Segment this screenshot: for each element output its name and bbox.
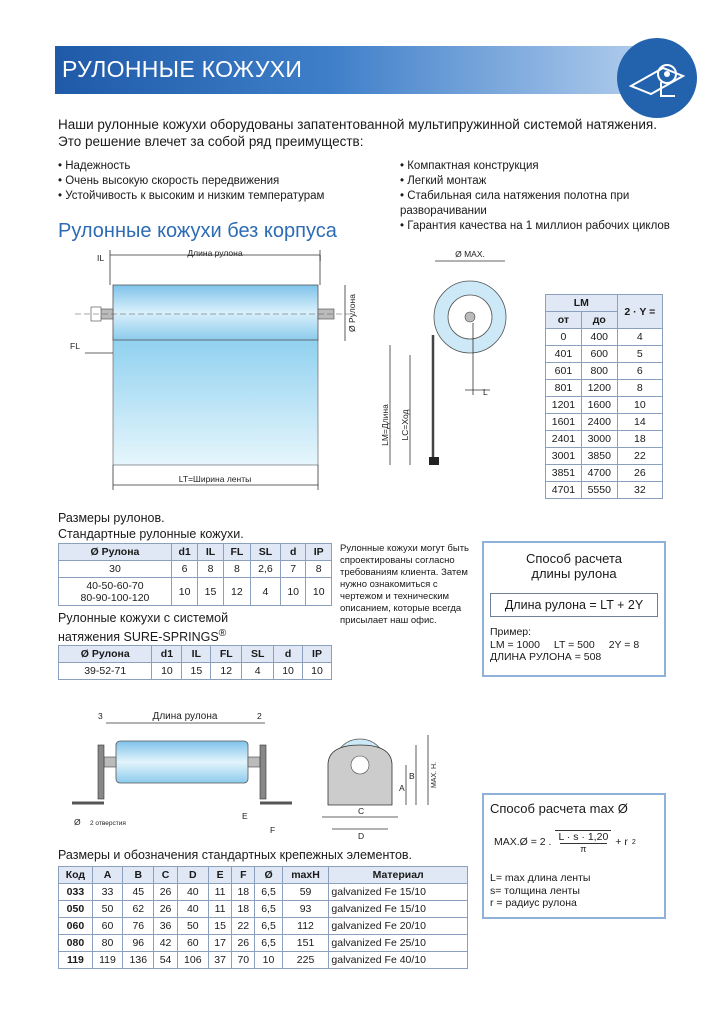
svg-text:F: F	[270, 825, 276, 835]
label-max: Ø MAX.	[455, 249, 485, 259]
svg-text:D: D	[358, 831, 365, 841]
label-i: I	[319, 253, 322, 263]
svg-text:Ø: Ø	[74, 817, 81, 827]
table-row: 801 1200 8	[546, 380, 663, 397]
y-header: 2 · Y =	[617, 295, 662, 329]
bullets-right	[400, 159, 700, 234]
table-row: 401 600 5	[546, 346, 663, 363]
label-l: L	[483, 387, 488, 397]
fittings-table: Код A B C D E F Ø maxH Материал 033 33 45 26 40 11 18 6,5 59 galvanized Fe 15/10 050 50 62 26 40 11 18 6,5 93 galvanized Fe 15/10 060 60 76 36 50 15 22 6,5 112 galvanized Fe 20/10 080 80 96 42 60 17 26 6,5 151 galvanized Fe 25/10 119 119 136 54 106 37 70 10 225 galvanized Fe 40/10	[58, 866, 468, 969]
bullet-item: • Стабильная сила натяжения полотна при разворачивании	[400, 189, 700, 219]
section-title: Рулонные кожухи без корпуса	[58, 220, 337, 242]
length-calc-box: Способ расчета длины рулона Длина рулона = LT + 2Y Пример: LM = 1000 LT = 500 2Y = 8 ДЛИНА РУЛОНА = 508	[482, 541, 666, 677]
table-row: 30 6 8 8 2,6 7 8	[59, 561, 332, 578]
bullet-item: • Надежность	[58, 159, 378, 174]
bullets-left	[58, 159, 378, 204]
table-row: 2401 3000 18	[546, 431, 663, 448]
table-row: 060 60 76 36 50 15 22 6,5 112 galvanized Fe 20/10	[59, 918, 468, 935]
label-lm: LM=Длина	[380, 404, 390, 446]
custom-note: Рулонные кожухи могут быть спроектированы согласно требованиям клиента. Затем нужно ознакомиться с чертежом и техническим описанием, которые всегда присылает наш офис.	[340, 543, 469, 626]
bullet-item: • Компактная конструкция	[400, 159, 700, 174]
from-header: от	[546, 312, 582, 329]
bullet-item: • Устойчивость к высоким и низким температурам	[58, 189, 378, 204]
sizes-title: Размеры рулонов. Стандартные рулонные кожухи.	[58, 511, 244, 541]
bullet-item: • Легкий монтаж	[400, 174, 700, 189]
table-row: 3001 3850 22	[546, 448, 663, 465]
label-diameter: Ø Рулона	[347, 294, 357, 332]
table-row: 1601 2400 14	[546, 414, 663, 431]
svg-text:Длина рулона: Длина рулона	[152, 711, 218, 722]
bullet-item: • Очень высокую скорость передвижения	[58, 174, 378, 189]
lm-table	[545, 294, 663, 499]
label-width: LT=Ширина ленты	[178, 474, 252, 484]
sure-title: Рулонные кожухи с системой натяжения SURE-SPRINGS®	[58, 611, 229, 645]
lm-header: LM	[546, 295, 618, 312]
label-il: IL	[97, 253, 105, 263]
length-formula: Длина рулона = LT + 2Y	[490, 593, 658, 617]
svg-text:A: A	[399, 783, 405, 793]
svg-text:E: E	[242, 811, 248, 821]
table-row: 1201 1600 10	[546, 397, 663, 414]
svg-text:2: 2	[257, 711, 262, 721]
label-lc: LC=Ход	[400, 409, 410, 441]
svg-text:C: C	[358, 806, 365, 816]
table-row: 050 50 62 26 40 11 18 6,5 93 galvanized Fe 15/10	[59, 901, 468, 918]
sure-table: Ø Рулона d1 IL FL SL d IP 39-52-71 10 15 12 4 10 10	[58, 645, 332, 680]
label-fl: FL	[70, 341, 80, 351]
table-row: 080 80 96 42 60 17 26 6,5 151 galvanized Fe 25/10	[59, 935, 468, 952]
max-calc-box: Способ расчета max Ø MAX.Ø = 2 . L · s · 1,20 π + r 2 L= max длина ленты s= толщина ленты r = радиус рулона	[482, 793, 666, 919]
table-row: 4701 5550 32	[546, 482, 663, 499]
table-row: 119 119 136 54 106 37 70 10 225 galvanized Fe 40/10	[59, 952, 468, 969]
table-row: 3851 4700 26	[546, 465, 663, 482]
roller-logo-icon	[617, 38, 697, 118]
svg-text:2 отверстия: 2 отверстия	[90, 820, 126, 827]
intro-text: Наши рулонные кожухи оборудованы запатентованной мультипружинной системой натяжения. Это решение влечет за собой ряд преимуществ:	[58, 117, 657, 149]
fittings-title: Размеры и обозначения стандартных крепежных элементов.	[58, 848, 413, 862]
to-header: до	[581, 312, 617, 329]
table-row: 40-50-60-70 80-90-100-120 10 15 12 4 10 10	[59, 578, 332, 606]
fitting-diagram	[60, 705, 440, 845]
max-formula: MAX.Ø = 2 . L · s · 1,20 π + r 2	[494, 831, 636, 854]
sizes-table: Ø Рулона d1 IL FL SL d IP 30 6 8 8 2,6 7 8 40-50-60-70 80-90-100-120 10 15 12 4 10 10	[58, 543, 332, 606]
roller-diagram	[55, 245, 525, 495]
page-title: РУЛОННЫЕ КОЖУХИ	[62, 56, 303, 82]
svg-text:MAX. H.: MAX. H.	[431, 761, 438, 789]
bullet-item: • Гарантия качества на 1 миллион рабочих циклов	[400, 219, 700, 234]
label-length: Длина рулона	[187, 248, 243, 258]
table-row: 39-52-71 10 15 12 4 10 10	[59, 663, 332, 680]
svg-text:B: B	[409, 771, 415, 781]
svg-text:3: 3	[98, 711, 103, 721]
table-row: 0 400 4	[546, 329, 663, 346]
table-row: 601 800 6	[546, 363, 663, 380]
table-row: 033 33 45 26 40 11 18 6,5 59 galvanized Fe 15/10	[59, 884, 468, 901]
